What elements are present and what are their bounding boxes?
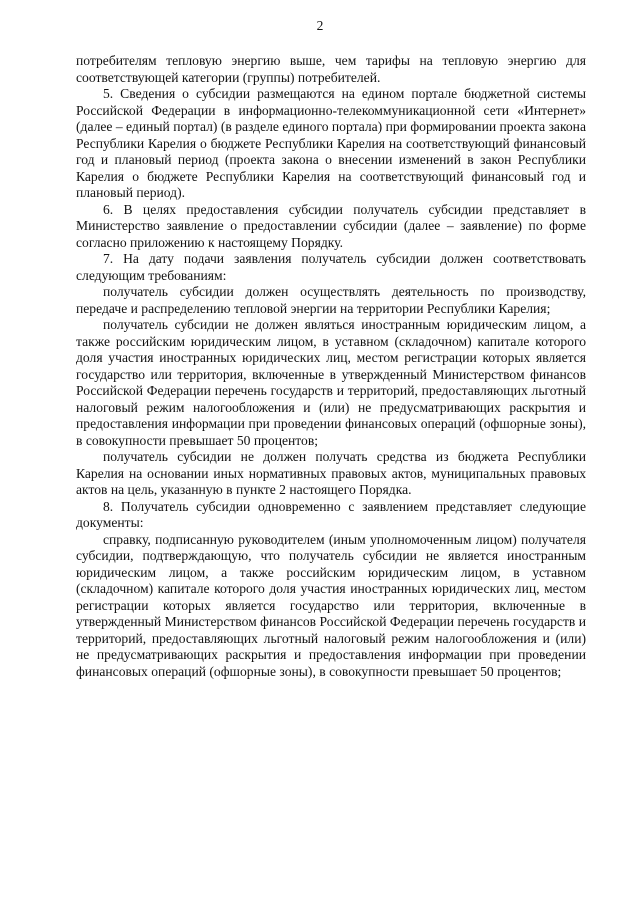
document-certificate: справку, подписанную руководителем (иным уполномоченным лицом) получателя субсидии, подтверждающую, что получатель субсидии не является иностранным юридическим лицом, а также российским юридическим лицом, в уставном (складочном) капитале которого доля участия иностранных юридических лиц, местом регистрации которых является государство или территория, включенные в утвержденный Министерством финансов Российской Федерации перечень государств и территорий, предоставляющих льготный налоговый режим налогообложения и (или) не предусматривающих раскрытия и предоставления информации при проведении финансовых операций (офшорные зоны), в совокупности превышает 50 процентов; (76, 531, 586, 679)
requirement-no-other-funds: получатель субсидии не должен получать средства из бюджета Республики Карелия на основании иных нормативных правовых актов, муниципальных правовых актов на цель, указанную в пункте 2 настоящего Порядка. (76, 449, 586, 497)
paragraph-item-5: 5. Сведения о субсидии размещаются на едином портале бюджетной системы Российской Федерации в информационно-телекоммуникационной сети «Интернет» (далее – единый портал) (в разделе единого портала) при формировании проекта закона Республики Карелия о бюджете Республики Карелия на соответствующий финансовый год и плановый период (проекта закона о внесении изменений в закон Республики Карелия о бюджете Республики Карелия на соответствующий финансовый год и плановый период). (76, 86, 586, 200)
paragraph-continuation: потребителям тепловую энергию выше, чем тарифы на тепловую энергию для соответствующей категории (группы) потребителей. (76, 53, 586, 85)
requirement-not-foreign: получатель субсидии не должен являться иностранным юридическим лицом, а также российским юридическим лицом, в уставном (складочном) капитале которого доля участия иностранных юридических лиц, местом регистрации которых является государство или территория, включенные в утвержденный Министерством финансов Российской Федерации перечень государств и территорий, предоставляющих льготный налоговый режим налогообложения и (или) не предусматривающих раскрытия и предоставления информации при проведении финансовых операций (офшорные зоны), в совокупности превышает 50 процентов; (76, 317, 586, 448)
document-body (76, 53, 586, 680)
requirement-activity: получатель субсидии должен осуществлять деятельность по производству, передаче и распределению тепловой энергии на территории Республики Карелия; (76, 284, 586, 316)
paragraph-item-6: 6. В целях предоставления субсидии получатель субсидии представляет в Министерство заявление о предоставлении субсидии (далее – заявление) по форме согласно приложению к настоящему Порядку. (76, 201, 586, 250)
paragraph-item-7: 7. На дату подачи заявления получатель субсидии должен соответствовать следующим требованиям: (76, 251, 586, 283)
page-number: 2 (316, 18, 324, 33)
paragraph-item-8: 8. Получатель субсидии одновременно с заявлением представляет следующие документы: (76, 498, 586, 530)
